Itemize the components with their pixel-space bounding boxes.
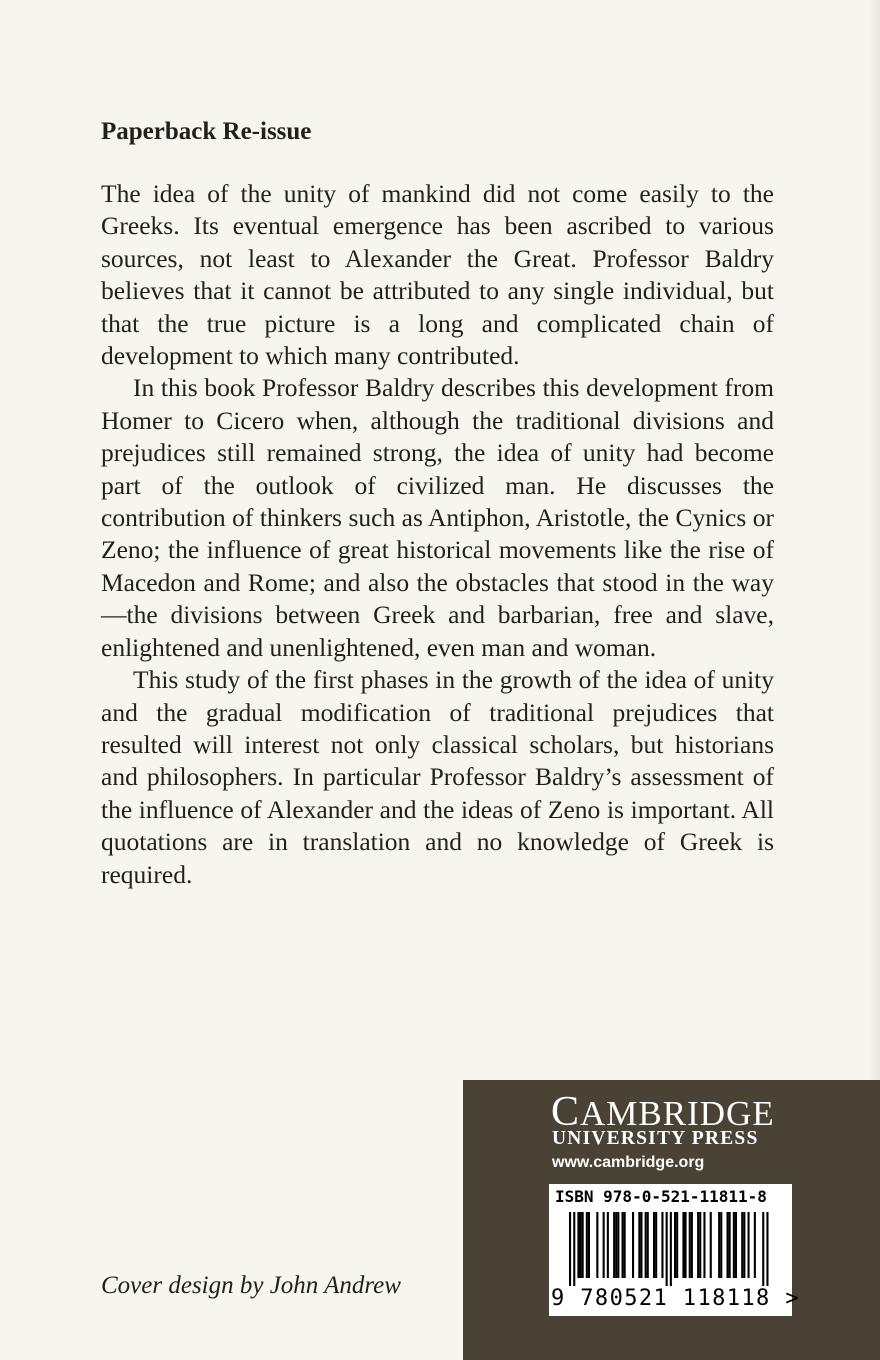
- blurb-paragraph-3: This study of the first phases in the growth of the idea of unity and the gradual modification of traditional prejudices that resulted will interest not only classical scholars, but historians and philosophers. In particular Professor Baldry’s assessment of the influence of Alexander and the ideas of Zeno is important. All quotations are in translation and no knowledge of Greek is required.: [101, 665, 774, 889]
- publisher-name-rest: AMBRIDGE: [580, 1094, 775, 1133]
- barcode-bar: [573, 1212, 575, 1286]
- barcode-bar: [718, 1212, 720, 1278]
- blurb-paragraph-1: The idea of the unity of mankind did not come easily to the Greeks. Its eventual emergence has been ascribed to various sources, not least to Alexander the Great. Professor Baldry believes that it cannot be attributed to any single individual, but that the true picture is a long and complicated chain of development to which many contributed.: [101, 179, 774, 371]
- barcode-bar: [645, 1212, 647, 1278]
- barcode-bar: [569, 1212, 571, 1286]
- barcode-bar: [741, 1212, 743, 1278]
- barcode-bar: [703, 1212, 705, 1278]
- barcode-bar: [617, 1212, 619, 1278]
- barcode-bar: [632, 1212, 634, 1278]
- barcode-bar: [748, 1212, 750, 1278]
- barcode-bar: [720, 1212, 722, 1278]
- barcode-bar: [638, 1212, 640, 1278]
- cover-heading: Paperback Re-issue: [101, 118, 312, 145]
- barcode-bar: [754, 1212, 756, 1278]
- barcode-bar: [697, 1212, 699, 1278]
- barcode-bar: [733, 1212, 735, 1278]
- barcode-bar: [710, 1212, 712, 1278]
- cover-design-credit: Cover design by John Andrew: [101, 1272, 401, 1299]
- barcode-bar: [735, 1212, 737, 1278]
- publisher-url: www.cambridge.org: [552, 1154, 705, 1171]
- barcode-digits: 9 780521 118118 >: [551, 1286, 800, 1311]
- barcode-bar: [640, 1212, 642, 1278]
- isbn-label: ISBN 978-0-521-11811-8: [555, 1187, 767, 1206]
- barcode-bar: [685, 1212, 687, 1278]
- barcode-bar: [613, 1212, 615, 1278]
- barcode-bar: [661, 1212, 663, 1278]
- barcode-bar: [580, 1212, 582, 1278]
- barcode-bar: [624, 1212, 626, 1278]
- barcode-bar: [689, 1212, 691, 1278]
- barcode-bar: [762, 1212, 764, 1286]
- barcode-bar: [691, 1212, 693, 1278]
- barcode-bar: [670, 1212, 672, 1286]
- blurb-paragraph-2: In this book Professor Baldry describes this development from Homer to Cicero when, although the traditional divisions and prejudices still remained strong, the idea of unity had become part of the outlook of civilized man. He discusses the contribution of thinkers such as Antiphon, Aristotle, the Cynics or Zeno; the influence of great historical movements like the rise of Macedon and Rome; and also the obstacles that stood in the way—the divisions between Greek and barbarian, free and slave, enlightened and unenlightened, even man and woman.: [101, 373, 774, 662]
- barcode-icon: [553, 1212, 788, 1286]
- barcode-bar: [577, 1212, 579, 1278]
- barcode-bar: [766, 1212, 768, 1286]
- barcode-bar: [596, 1212, 598, 1278]
- barcode-bar: [588, 1212, 590, 1278]
- barcode-bar: [666, 1212, 668, 1286]
- blurb-text: [101, 178, 774, 891]
- barcode-box: [549, 1184, 800, 1316]
- barcode-bar: [586, 1212, 588, 1278]
- barcode-bar: [727, 1212, 729, 1278]
- barcode-bar: [743, 1212, 745, 1278]
- barcode-bar: [615, 1212, 617, 1278]
- barcode-bar: [603, 1212, 605, 1278]
- barcode-bar: [699, 1212, 701, 1278]
- barcode-bar: [647, 1212, 649, 1278]
- publisher-name-initial: C: [551, 1089, 581, 1135]
- publisher-subtitle: UNIVERSITY PRESS: [552, 1128, 759, 1149]
- barcode-bar: [607, 1212, 609, 1278]
- barcode-bar: [655, 1212, 657, 1278]
- barcode-bar: [676, 1212, 678, 1278]
- barcode-bar: [653, 1212, 655, 1278]
- barcode-bar: [622, 1212, 624, 1278]
- barcode-bar: [674, 1212, 676, 1278]
- barcode-bar: [729, 1212, 731, 1278]
- barcode-bar: [582, 1212, 584, 1278]
- barcode-bar: [682, 1212, 684, 1278]
- publisher-panel: [463, 1080, 880, 1360]
